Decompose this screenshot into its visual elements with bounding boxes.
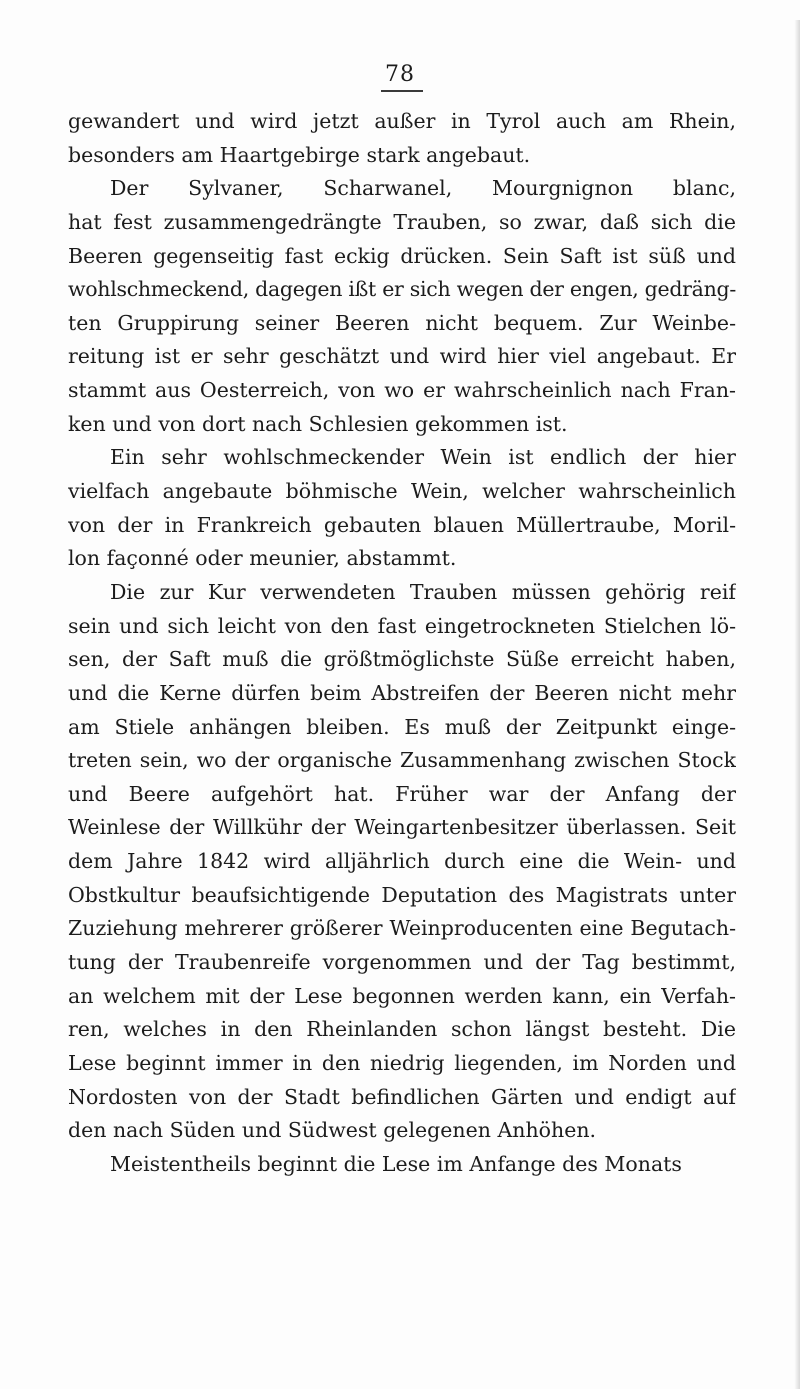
text-line: [68, 475, 736, 509]
text-line: [68, 1148, 736, 1182]
text-line: [68, 441, 736, 475]
text-line: [68, 374, 736, 408]
text-line: [68, 879, 736, 913]
page-number: 78: [385, 62, 415, 87]
text-line-content: am Stiele anhängen bleiben. Es muß der Zeitpunkt einge-: [68, 714, 736, 739]
text-line: [68, 1013, 736, 1047]
text-line: [68, 643, 736, 677]
text-line-content: und die Kerne dürfen beim Abstreifen der Beeren nicht mehr: [68, 680, 736, 705]
text-line-content: wohlschmeckend, dagegen ißt er sich wegen der engen, gedräng-: [68, 277, 736, 302]
text-line: [68, 1081, 736, 1115]
text-line: [68, 610, 736, 644]
text-line: [68, 912, 736, 946]
text-line-content: lon façonné oder meunier, abstammt.: [68, 546, 457, 571]
text-line-content: den nach Süden und Südwest gelegenen Anhöhen.: [68, 1118, 597, 1143]
text-line: [68, 273, 736, 307]
text-line: [68, 711, 736, 745]
text-line: [68, 946, 736, 980]
text-line-content: dem Jahre 1842 wird alljährlich durch eine die Wein- und: [68, 849, 736, 874]
text-line-content: Obstkultur beaufsichtigende Deputation des Magistrats unter: [68, 882, 736, 907]
page-number-rule: [381, 90, 423, 92]
text-line: [68, 677, 736, 711]
text-line-content: vielfach angebaute böhmische Wein, welcher wahrscheinlich: [68, 479, 736, 504]
text-line: [68, 408, 736, 442]
text-line-content: treten sein, wo der organische Zusammenhang zwischen Stock: [68, 748, 736, 773]
text-line-content: reitung ist er sehr geschätzt und wird hier viel angebaut. Er: [68, 344, 736, 369]
text-line-content: und Beere aufgehört hat. Früher war der Anfang der: [68, 781, 736, 806]
text-line: [68, 744, 736, 778]
page-edge-shadow: [794, 20, 800, 1389]
text-line-content: tung der Traubenreife vorgenommen und der Tag bestimmt,: [68, 950, 736, 975]
text-line: [68, 240, 736, 274]
text-line: [68, 980, 736, 1014]
text-line-content: stammt aus Oesterreich, von wo er wahrscheinlich nach Fran-: [68, 378, 736, 403]
text-line: [68, 811, 736, 845]
text-line: [68, 1114, 736, 1148]
text-line: [68, 172, 736, 206]
text-line-content: sein und sich leicht von den fast eingetrockneten Stielchen lö-: [68, 613, 736, 638]
text-line: [68, 340, 736, 374]
text-line: [68, 542, 736, 576]
text-line: [68, 576, 736, 610]
text-line-content: Die zur Kur verwendeten Trauben müssen gehörig reif: [110, 579, 736, 604]
text-line-content: Beeren gegenseitig fast eckig drücken. Sein Saft ist süß und: [68, 243, 736, 268]
text-line-content: Meistentheils beginnt die Lese im Anfange des Monats: [110, 1151, 682, 1176]
text-line: [68, 509, 736, 543]
text-line-content: ten Gruppirung seiner Beeren nicht bequem. Zur Weinbe-: [68, 310, 736, 335]
text-line: [68, 778, 736, 812]
text-line-content: hat fest zusammengedrängte Trauben, so zwar, daß sich die: [68, 209, 736, 234]
text-line: [68, 206, 736, 240]
text-line-content: ken und von dort nach Schlesien gekommen ist.: [68, 411, 568, 436]
text-line-content: Nordosten von der Stadt befindlichen Gärten und endigt auf: [68, 1084, 736, 1109]
text-line-content: an welchem mit der Lese begonnen werden kann, ein Verfah-: [68, 983, 736, 1008]
text-line-content: Der Sylvaner, Scharwanel, Mourgnignon blanc,: [110, 176, 736, 201]
text-line-content: besonders am Haartgebirge stark angebaut.: [68, 142, 531, 167]
text-line: [68, 139, 736, 173]
page-body-text: [68, 105, 736, 1182]
text-line-content: Zuziehung mehrerer größerer Weinproducenten eine Begutach-: [68, 916, 736, 941]
text-line-content: Weinlese der Willkühr der Weingartenbesitzer überlassen. Seit: [68, 815, 736, 840]
text-line: [68, 1047, 736, 1081]
text-line-content: von der in Frankreich gebauten blauen Müllertraube, Moril-: [68, 512, 736, 537]
text-line: [68, 845, 736, 879]
text-line: [68, 307, 736, 341]
text-line-content: ren, welches in den Rheinlanden schon längst besteht. Die: [68, 1017, 736, 1042]
text-line: [68, 105, 736, 139]
text-line-content: gewandert und wird jetzt außer in Tyrol auch am Rhein,: [68, 109, 736, 133]
text-line-content: Lese beginnt immer in den niedrig liegenden, im Norden und: [68, 1050, 736, 1075]
text-line-content: sen, der Saft muß die größtmöglichste Süße erreicht haben,: [68, 647, 736, 672]
text-line-content: Ein sehr wohlschmeckender Wein ist endlich der hier: [110, 445, 736, 470]
